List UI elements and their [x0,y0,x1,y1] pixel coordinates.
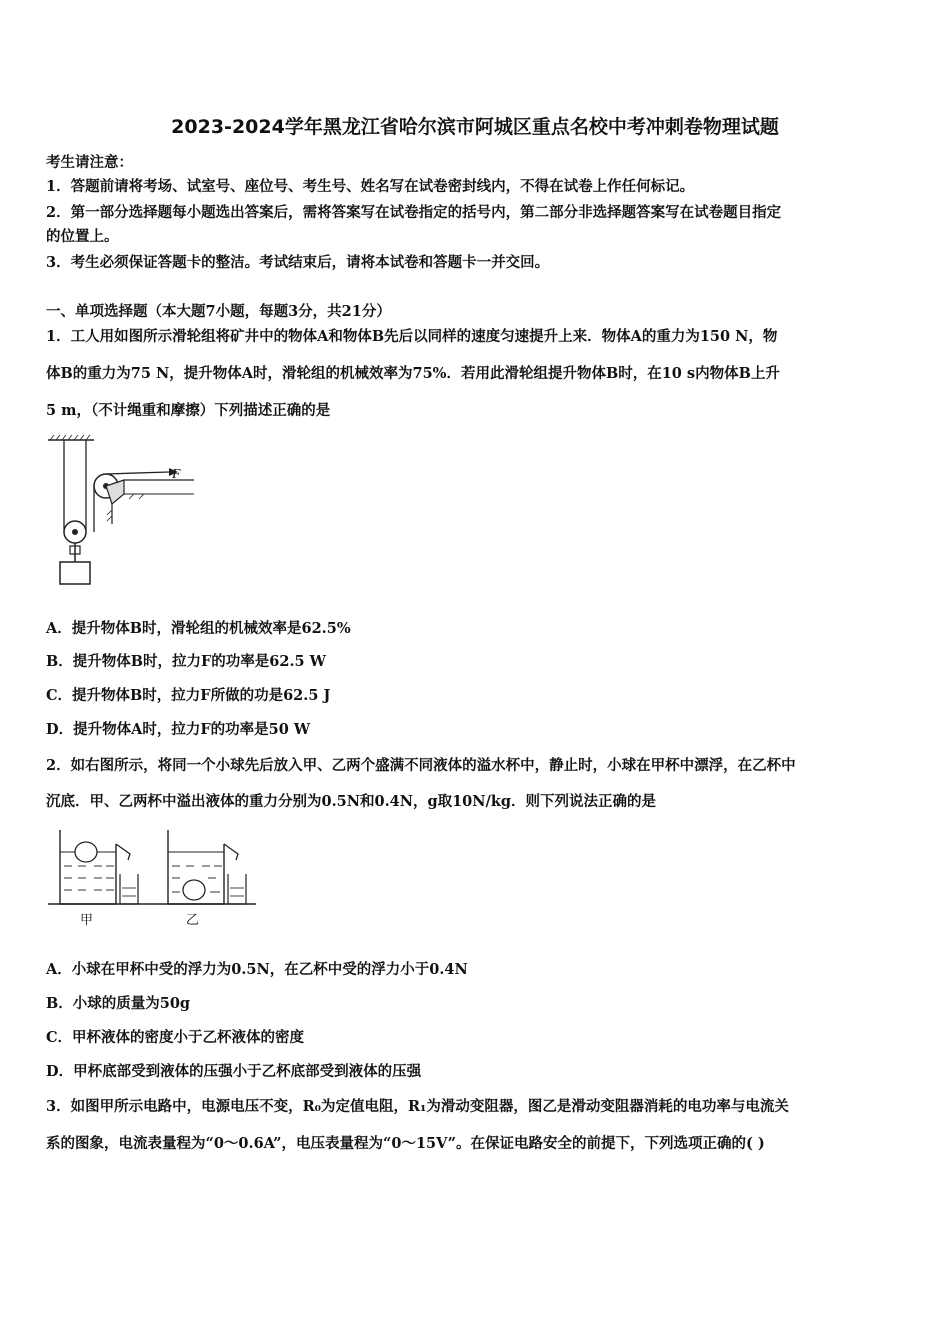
q1-stem-line: 1．工人用如图所示滑轮组将矿井中的物体A和物体B先后以同样的速度匀速提升上来．物体A的重力为150 N，物 [46,328,778,345]
q2-option-b[interactable]: B．小球的质量为50g [46,995,191,1012]
q2-option-a[interactable]: A．小球在甲杯中受的浮力为0.5N，在乙杯中受的浮力小于0.4N [46,961,468,978]
page-title: 2023-2024学年黑龙江省哈尔滨市阿城区重点名校中考冲刺卷物理试题 [171,116,779,138]
cup-label-jia: 甲 [80,913,94,928]
notice-item: 3．考生必须保证答题卡的整洁。考试结束后，请将本试卷和答题卡一并交回。 [46,254,550,271]
q2-option-d[interactable]: D．甲杯底部受到液体的压强小于乙杯底部受到液体的压强 [46,1063,422,1080]
q1-option-a[interactable]: A．提升物体B时，滑轮组的机械效率是62.5% [46,620,351,637]
notice-item: 2．第一部分选择题每小题选出答案后，需将答案写在试卷指定的括号内，第二部分非选择题答案写在试卷题目指定 [46,204,782,221]
notice-item: 1．答题前请将考场、试室号、座位号、考生号、姓名写在试卷密封线内，不得在试卷上作任何标记。 [46,178,695,195]
q1-option-d[interactable]: D．提升物体A时，拉力F的功率是50 W [46,721,311,738]
q1-stem-line: 体B的重力为75 N，提升物体A时，滑轮组的机械效率为75%．若用此滑轮组提升物体B时，在10 s内物体B上升 [46,365,780,382]
overflow-cups-figure [44,826,264,936]
pulley-figure [44,434,204,594]
force-label: F [172,467,181,482]
section-heading: 一、单项选择题（本大题7小题，每题3分，共21分） [46,303,391,320]
q2-option-c[interactable]: C．甲杯液体的密度小于乙杯液体的密度 [46,1029,305,1046]
q1-option-b[interactable]: B．提升物体B时，拉力F的功率是62.5 W [46,653,326,670]
cup-label-yi: 乙 [186,913,200,928]
notice-item: 的位置上。 [46,228,119,245]
q3-stem-line: 系的图象，电流表量程为“0～0.6A”，电压表量程为“0～15V”。在保证电路安全的前提下，下列选项正确的( ) [46,1135,765,1152]
q1-option-c[interactable]: C．提升物体B时，拉力F所做的功是62.5 J [46,687,331,704]
q2-stem-line: 2．如右图所示，将同一个小球先后放入甲、乙两个盛满不同液体的溢水杯中，静止时，小球在甲杯中漂浮，在乙杯中 [46,757,796,774]
q1-stem-line: 5 m，（不计绳重和摩擦）下列描述正确的是 [46,402,331,419]
q2-stem-line: 沉底．甲、乙两杯中溢出液体的重力分别为0.5N和0.4N，g取10N/kg．则下列说法正确的是 [46,793,657,810]
q3-stem-line: 3．如图甲所示电路中，电源电压不变，R₀为定值电阻，R₁为滑动变阻器，图乙是滑动变阻器消耗的电功率与电流关 [46,1098,789,1115]
notice-heading: 考生请注意： [46,154,133,171]
